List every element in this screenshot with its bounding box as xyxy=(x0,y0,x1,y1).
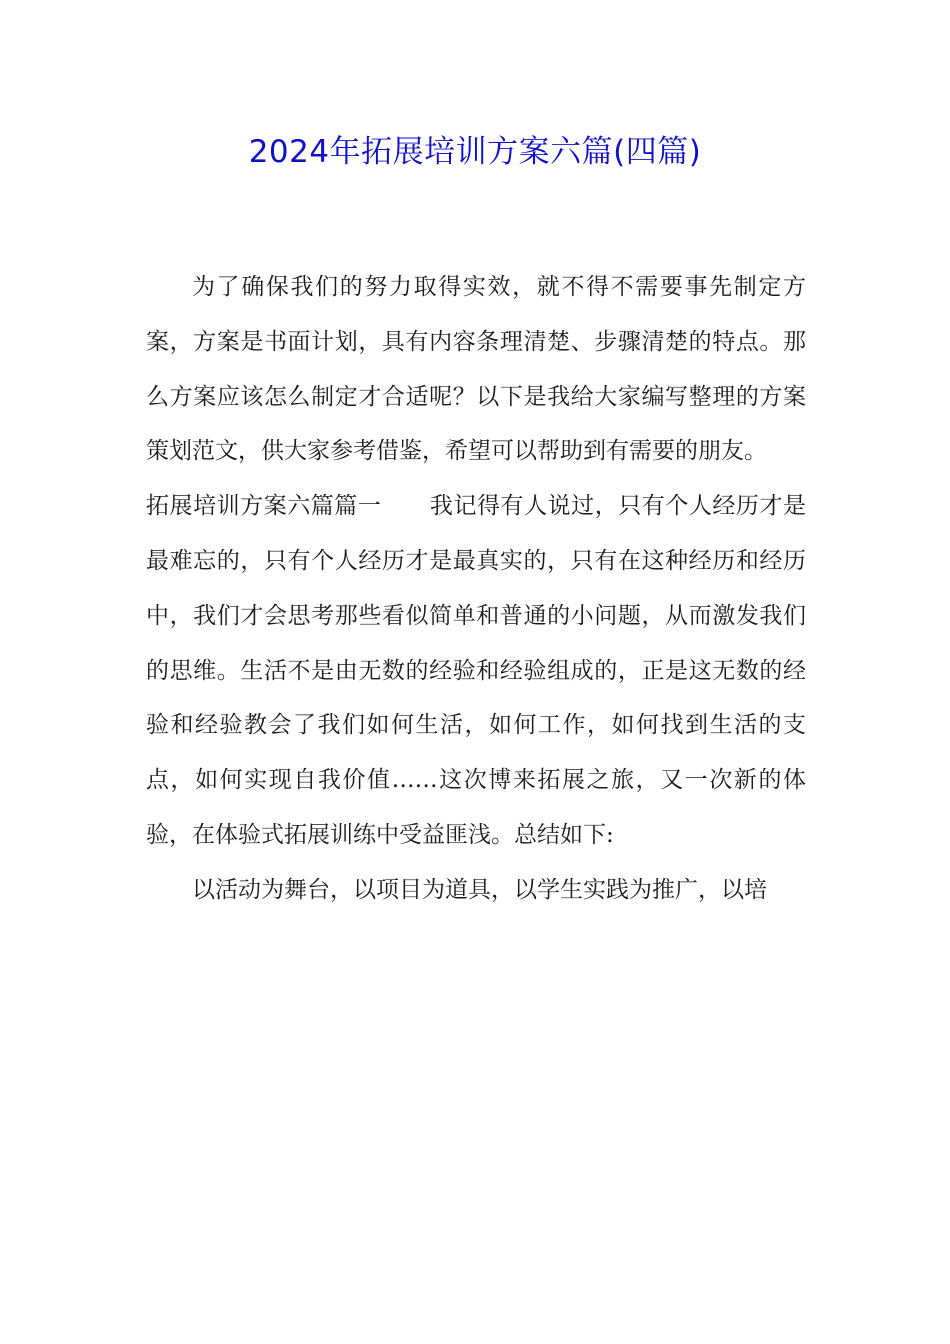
intro-paragraph: 为了确保我们的努力取得实效，就不得不需要事先制定方案，方案是书面计划，具有内容条理清楚、步骤清楚的特点。那么方案应该怎么制定才合适呢？以下是我给大家编写整理的方案策划范文，供大家参考借鉴，希望可以帮助到有需要的朋友。 xyxy=(146,274,806,465)
section-text: 我记得有人说过，只有个人经历才是最难忘的，只有个人经历才是最真实的，只有在这种经历和经历中，我们才会思考那些看似简单和普通的小问题，从而激发我们的思维。生活不是由无数的经验和经验组成的，正是这无数的经验和经验教会了我们如何生活，如何工作，如何找到生活的支点，如何实现自我价值……这次博来拓展之旅，又一次新的体验，在体验式拓展训练中受益匪浅。总结如下: xyxy=(146,493,807,848)
next-paragraph: 以活动为舞台，以项目为道具，以学生实践为推广，以培 xyxy=(192,876,767,903)
document-body xyxy=(146,260,806,918)
section-heading: 拓展培训方案六篇篇一 xyxy=(146,493,382,520)
section-paragraph xyxy=(146,479,806,863)
document-title: 2024年拓展培训方案六篇(四篇) xyxy=(248,134,702,170)
